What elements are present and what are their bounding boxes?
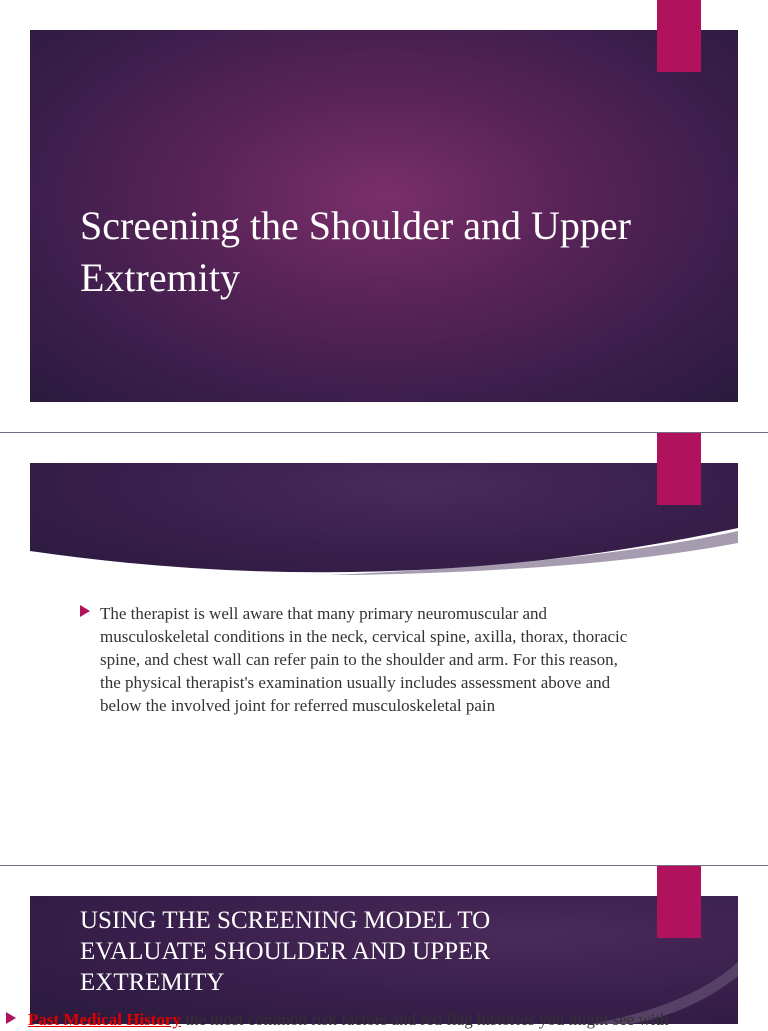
- bullet-text: the most common risk factors and red flag histories you might see with: [180, 1010, 669, 1029]
- slide-divider: [0, 865, 768, 866]
- slide-title: USING THE SCREENING MODEL TO EVALUATE SHOULDER AND UPPER EXTREMITY: [80, 907, 491, 996]
- bullet-arrow-icon: [6, 1012, 16, 1024]
- accent-tab: [657, 866, 701, 938]
- banner-curve: [30, 463, 738, 575]
- slide-1: [0, 0, 768, 432]
- bullet-arrow-icon: [80, 605, 90, 617]
- slide-title: Screening the Shoulder and Upper Extremity: [80, 203, 631, 300]
- list-item: [80, 602, 640, 717]
- header-banner: [30, 463, 738, 575]
- bullet-highlight: Past Medical History: [28, 1010, 181, 1029]
- list-item: [6, 1008, 766, 1031]
- bullet-text: The therapist is well aware that many primary neuromuscular and musculoskeletal conditions in the neck, cervical spine, axilla, thorax, thoracic spine, and chest wall can refer pain to the shoulder and arm. For this reason, the physical therapist's examination usually includes assessment above and below the involved joint for referred musculoskeletal pain: [100, 604, 628, 715]
- accent-tab: [657, 0, 701, 72]
- accent-tab: [657, 433, 701, 505]
